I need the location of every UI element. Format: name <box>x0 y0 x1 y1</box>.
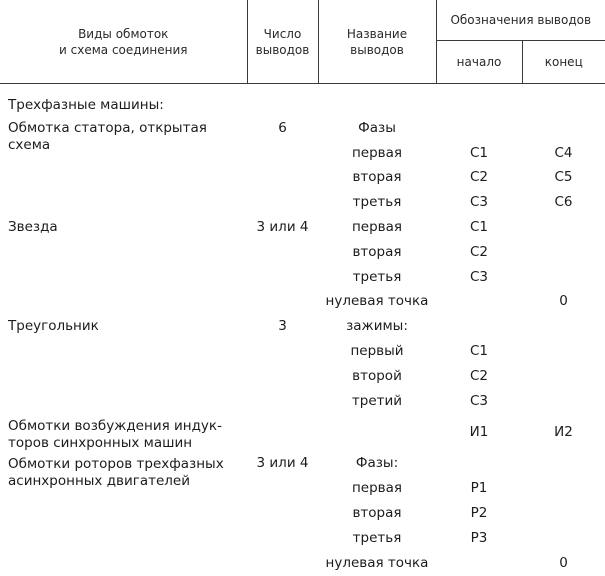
lead-name: третья <box>352 268 402 285</box>
table-header <box>0 0 605 84</box>
lead-group-heading: Фазы: <box>355 455 399 472</box>
lead-name: первая <box>351 144 403 161</box>
lead-count-empty <box>247 526 318 551</box>
section-title: Трехфазные машины: <box>8 97 164 113</box>
table-row <box>0 501 605 526</box>
winding-type-empty <box>0 501 247 526</box>
end-designation: И2 <box>554 424 573 441</box>
header-designations: Обозначения выводов <box>436 0 605 41</box>
header-end: конец <box>522 41 605 84</box>
start-designation <box>436 551 522 576</box>
lead-name: второй <box>352 367 402 384</box>
lead-name: первая <box>351 480 403 497</box>
table-row <box>0 190 605 215</box>
end-designation: С5 <box>554 169 573 186</box>
start-designation: С2 <box>469 169 488 186</box>
table-row <box>0 551 605 576</box>
table-row <box>0 389 605 414</box>
end-designation <box>522 215 605 240</box>
end-designation: С4 <box>554 144 573 161</box>
lead-count-empty <box>247 190 318 215</box>
lead-count: 6 <box>278 119 287 136</box>
winding-type: Обмотки возбуждения индук- торов синхронных машин <box>8 417 222 451</box>
winding-type: Треугольник <box>8 318 99 335</box>
header-lead-name: Название выводов <box>318 0 436 84</box>
lead-group-heading: зажимы: <box>346 318 408 335</box>
start-designation: С2 <box>469 367 488 384</box>
end-designation <box>522 364 605 389</box>
empty-cell <box>436 84 522 117</box>
start-designation: С2 <box>469 243 488 260</box>
start-designation: С3 <box>469 194 488 211</box>
lead-name: первый <box>350 343 404 360</box>
lead-name: третья <box>352 194 402 211</box>
start-designation <box>436 290 522 315</box>
lead-count: 3 или 4 <box>256 455 309 472</box>
start-designation: С3 <box>469 268 488 285</box>
lead-name <box>318 414 436 452</box>
lead-count-empty <box>247 290 318 315</box>
table-row <box>0 265 605 290</box>
empty-cell <box>522 84 605 117</box>
lead-count-empty <box>247 240 318 265</box>
winding-type-empty <box>0 290 247 315</box>
header-start: начало <box>436 41 522 84</box>
table-row <box>0 166 605 191</box>
end-designation <box>522 265 605 290</box>
start-cell <box>436 452 522 477</box>
section-row <box>0 84 605 117</box>
end-cell <box>522 452 605 477</box>
lead-group-heading: Фазы <box>358 119 396 136</box>
table-row <box>0 526 605 551</box>
empty-cell <box>318 84 436 117</box>
header-winding-type: Виды обмоток и схема соединения <box>0 0 247 84</box>
lead-count-empty <box>247 166 318 191</box>
start-cell <box>436 116 522 141</box>
winding-type-empty <box>0 166 247 191</box>
lead-name: нулевая точка <box>325 293 429 310</box>
start-designation: Р2 <box>470 505 488 522</box>
start-designation: Р3 <box>470 529 488 546</box>
lead-count-empty <box>247 339 318 364</box>
end-designation: С6 <box>554 194 573 211</box>
winding-type-empty <box>0 265 247 290</box>
lead-count: 3 <box>278 318 287 335</box>
end-designation: 0 <box>559 554 568 571</box>
winding-type-empty <box>0 551 247 576</box>
lead-name: нулевая точка <box>325 554 429 571</box>
start-designation: И1 <box>469 424 489 441</box>
winding-type: Звезда <box>8 219 58 236</box>
lead-count-empty <box>247 551 318 576</box>
table-row <box>0 290 605 315</box>
table-row <box>0 364 605 389</box>
header-lead-count: Число выводов <box>247 0 318 84</box>
lead-count-empty <box>247 364 318 389</box>
end-cell <box>522 314 605 339</box>
start-designation: С1 <box>469 343 488 360</box>
winding-type-empty <box>0 190 247 215</box>
lead-name: вторая <box>352 169 402 186</box>
start-designation: Р1 <box>470 480 488 497</box>
table-row <box>0 116 605 141</box>
end-designation <box>522 389 605 414</box>
lead-count-empty <box>247 265 318 290</box>
table-row <box>0 215 605 240</box>
lead-count-empty <box>247 141 318 166</box>
end-designation <box>522 476 605 501</box>
table-row <box>0 452 605 477</box>
lead-name: третья <box>352 529 402 546</box>
start-designation: С1 <box>469 219 488 236</box>
lead-count-empty <box>247 476 318 501</box>
start-designation: С1 <box>469 144 488 161</box>
end-cell <box>522 116 605 141</box>
lead-name: первая <box>351 219 403 236</box>
lead-name: вторая <box>352 243 402 260</box>
end-designation: 0 <box>559 293 568 310</box>
end-designation <box>522 240 605 265</box>
winding-type-empty <box>0 364 247 389</box>
end-designation <box>522 501 605 526</box>
lead-name: третий <box>351 392 403 409</box>
end-designation <box>522 339 605 364</box>
winding-type-empty <box>0 526 247 551</box>
lead-name: вторая <box>352 505 402 522</box>
empty-cell <box>247 84 318 117</box>
table-row <box>0 414 605 452</box>
lead-count-empty <box>247 389 318 414</box>
end-designation <box>522 526 605 551</box>
table-body <box>0 84 605 576</box>
lead-count-empty <box>247 501 318 526</box>
winding-type: Обмотки роторов трехфазных асинхронных двигателей <box>8 455 224 489</box>
lead-count: 3 или 4 <box>256 219 309 236</box>
start-cell <box>436 314 522 339</box>
winding-type-empty <box>0 389 247 414</box>
winding-type: Обмотка статора, открытая схема <box>8 120 207 153</box>
start-designation: С3 <box>469 392 488 409</box>
table-row <box>0 314 605 339</box>
lead-count <box>247 414 318 452</box>
